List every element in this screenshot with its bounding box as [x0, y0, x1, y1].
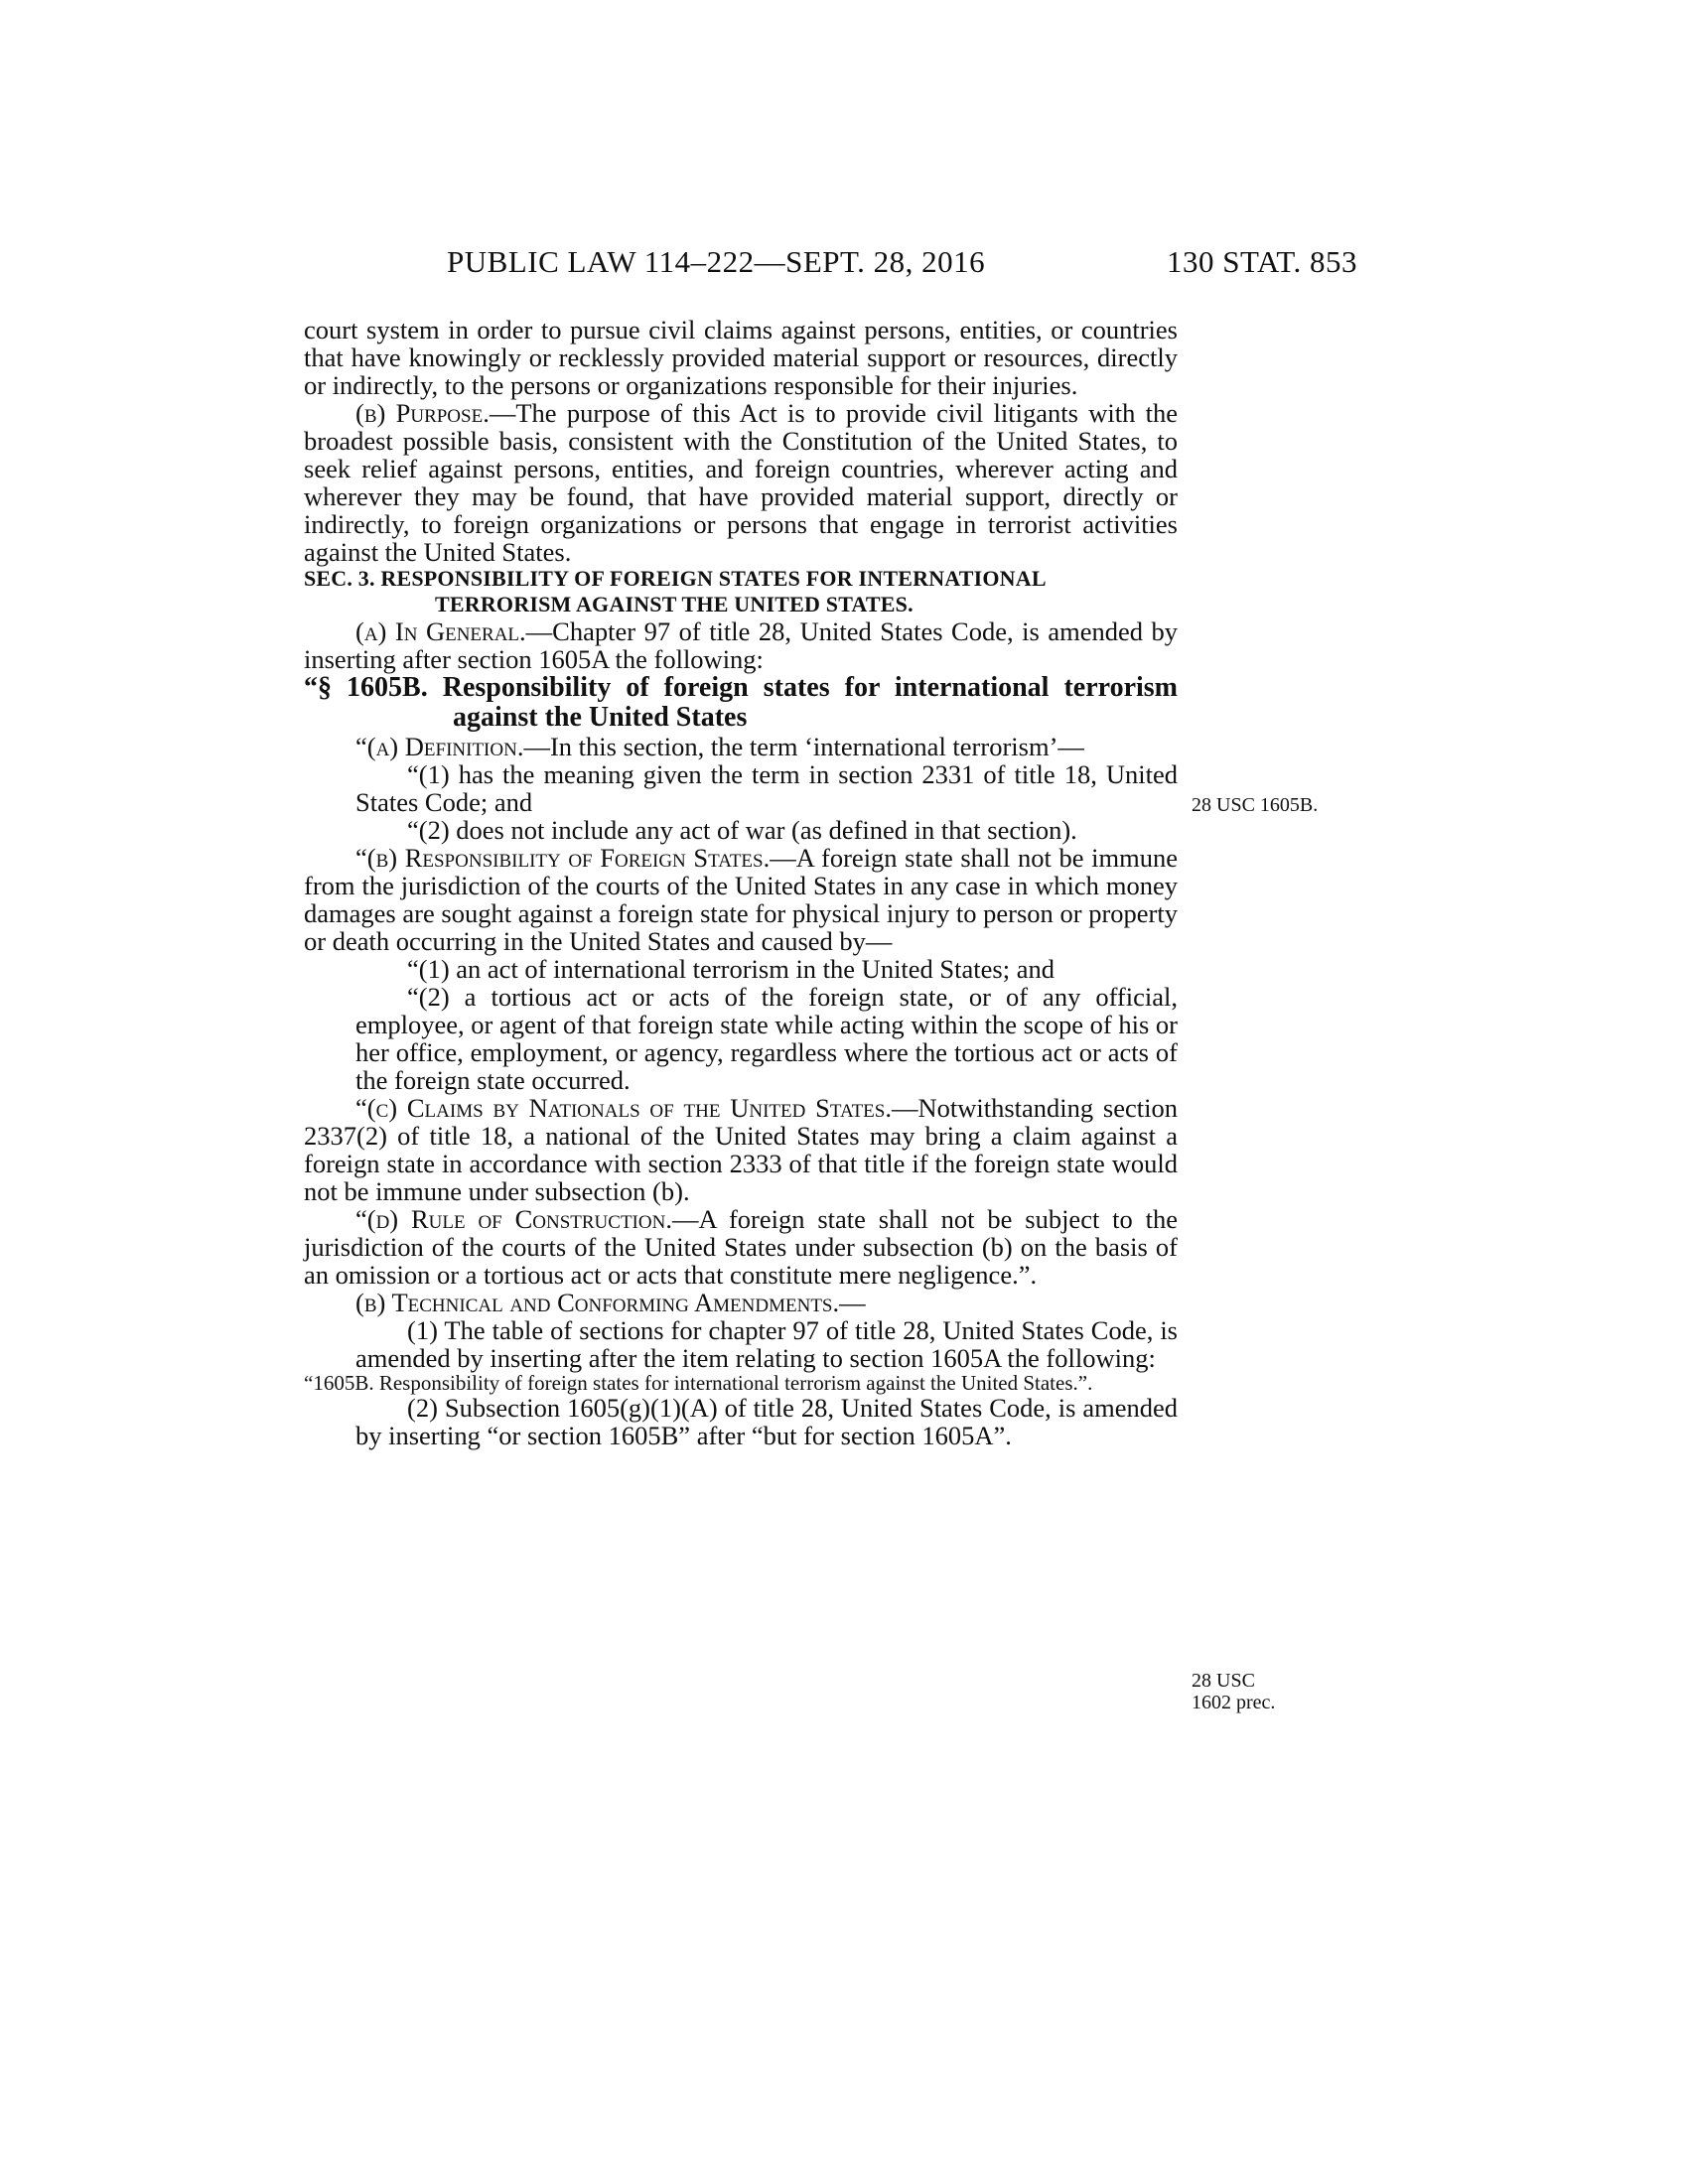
definition-item-1: “(1) has the meaning given the term in section 2331 of title 18, United States Code; and — [355, 759, 1178, 817]
section-3-heading: SEC. 3. RESPONSIBILITY OF FOREIGN STATES FOR INTERNATIONAL TERRORISM AGAINST THE UNITED STATES. — [304, 566, 1046, 616]
paragraph-technical-amendments — [304, 1289, 1178, 1316]
purpose-text: —The purpose of this Act is to provide civil litigants with the broadest possible basis, consistent with the Constitution of the United States, to seek relief against persons, entities, and foreign countries, wherever acting and wherever they may be found, that have provided material support, directly or indirectly, to foreign organizations or persons that engage in terrorist activities against the United States. — [304, 398, 1178, 567]
paragraph-responsibility — [304, 844, 1178, 955]
claims-label: “(c) Claims by Nationals of the United States. — [355, 1093, 892, 1123]
table-of-sections-entry: “1605B. Responsibility of foreign states for international terrorism against the United States.”. — [304, 1371, 1093, 1395]
body-text — [304, 316, 1178, 1449]
responsibility-item-1: “(1) an act of international terrorism in the United States; and — [407, 954, 1055, 984]
paragraph-definition — [304, 733, 1178, 760]
paragraph-rule-of-construction — [304, 1205, 1178, 1289]
technical-label: (b) Technical and Conforming Amendments. — [355, 1288, 840, 1317]
in-general-label: (a) In General. — [355, 616, 526, 646]
responsibility-item-2: “(2) a tortious act or acts of the foreign state, or of any official, employee, or agent of that foreign state while acting within the scope of his or her office, employment, or agency, regardless where the tortious act or acts of the foreign state occurred. — [355, 982, 1178, 1095]
paragraph-findings-continuation: court system in order to pursue civil claims against persons, entities, or countries that have knowingly or recklessly provided material support or resources, directly or indirectly, to the persons or organizations responsible for their injuries. — [304, 315, 1178, 400]
rule-label: “(d) Rule of Construction. — [355, 1204, 672, 1234]
purpose-label: (b) Purpose. — [355, 398, 490, 428]
responsibility-label: “(b) Responsibility of Foreign States. — [355, 843, 771, 873]
definition-item-2: “(2) does not include any act of war (as defined in that section). — [407, 815, 1077, 845]
paragraph-purpose — [304, 399, 1178, 566]
paragraph-claims — [304, 1094, 1178, 1205]
in-general-text: —Chapter 97 of title 28, United States Code, is amended by inserting after section 1605A the following: — [304, 616, 1179, 674]
technical-item-1: (1) The table of sections for chapter 97 of title 28, United States Code, is amended by inserting after the item relating to section 1605A the following: — [355, 1315, 1178, 1373]
running-head: PUBLIC LAW 114–222—SEPT. 28, 2016 — [447, 244, 986, 279]
definition-text: —In this section, the term ‘international terrorism’— — [523, 732, 1084, 761]
technical-text: — — [839, 1288, 866, 1317]
margin-note-1602 — [1192, 1670, 1275, 1713]
statute-page-number: 130 STAT. 853 — [1167, 244, 1358, 279]
section-1605b-title: “§ 1605B. Responsibility of foreign states for international terrorism against the United States — [304, 672, 1178, 733]
definition-label: “(a) Definition. — [355, 732, 524, 761]
margin-note-1602-line2: 1602 prec. — [1192, 1692, 1276, 1713]
margin-note-1605b: 28 USC 1605B. — [1192, 794, 1319, 816]
technical-item-2: (2) Subsection 1605(g)(1)(A) of title 28, United States Code, is amended by inserting “or section 1605B” after “but for section 1605A”. — [355, 1393, 1178, 1450]
rule-text: —A foreign state shall not be subject to the jurisdiction of the courts of the United States under subsection (b) on the basis of an omission or a tortious act or acts that constitute mere negligence.”. — [304, 1204, 1179, 1290]
responsibility-text: —A foreign state shall not be immune from the jurisdiction of the courts of the United States in any case in which money damages are sought against a foreign state for physical injury to person or property or death occurring in the United States and caused by— — [304, 843, 1179, 956]
paragraph-in-general — [304, 617, 1178, 673]
claims-text: —Notwithstanding section 2337(2) of title 18, a national of the United States may bring a claim against a foreign state in accordance with section 2333 of that title if the foreign state would not be immune under subsection (b). — [304, 1093, 1178, 1206]
margin-note-1602-line1: 28 USC — [1192, 1670, 1255, 1692]
